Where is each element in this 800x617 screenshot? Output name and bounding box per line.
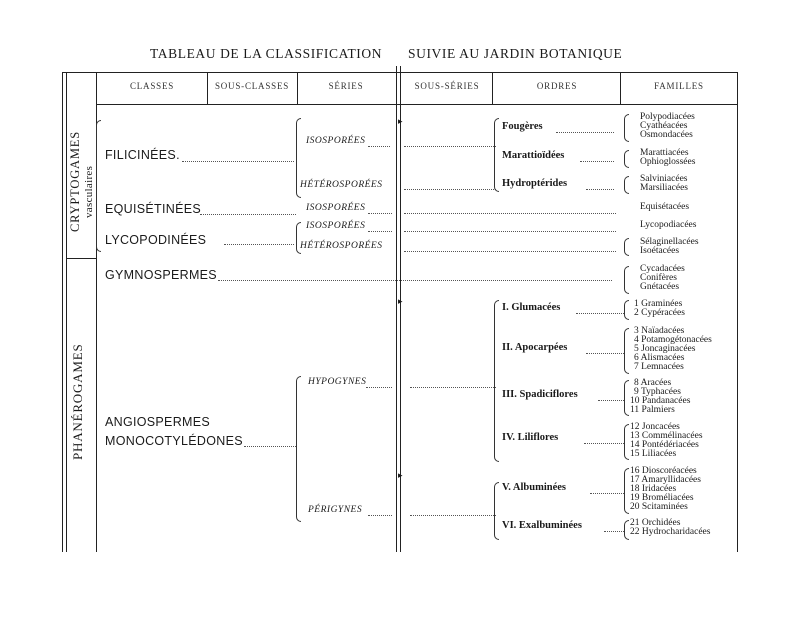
title-left: TABLEAU DE LA CLASSIFICATION xyxy=(150,46,383,61)
dots-spadiciflores xyxy=(598,400,624,401)
famille-palmiers: 11 Palmiers xyxy=(630,405,675,415)
series-isosporees-1: ISOSPORÉES xyxy=(306,136,366,146)
series-hypogynes: HYPOGYNES xyxy=(308,377,367,387)
ordre-apocarpees: II. Apocarpées xyxy=(502,342,568,353)
ordre-fougeres: Fougères xyxy=(502,121,543,132)
series-isosporees-3: ISOSPORÉES xyxy=(306,221,366,231)
family-brace-hydropterides xyxy=(624,176,629,194)
group-separator xyxy=(66,258,96,259)
famille-lycopodiacees: Lycopodiacées xyxy=(640,220,697,230)
famille-amaryllidacees: 17 Amaryllidacées xyxy=(630,475,701,485)
famille-joncaginacees: 5 Joncaginacées xyxy=(634,344,696,354)
dots-lycopodinees xyxy=(224,244,294,245)
series-brace-angiospermes xyxy=(296,376,301,522)
fold-mark-2: ▸ xyxy=(398,296,403,306)
title-right: SUIVIE AU JARDIN BOTANIQUE xyxy=(408,46,623,61)
dots-subseries-isosporees-2 xyxy=(404,213,616,214)
header-ordres: ORDRES xyxy=(536,81,578,91)
series-heterosporees-2: HÉTÉROSPORÉES xyxy=(300,241,383,251)
class-angiospermes-line1: ANGIOSPERMES xyxy=(105,415,211,429)
frame-left-line xyxy=(62,72,63,552)
famille-isoetacees: Isoétacées xyxy=(640,246,680,256)
family-brace-marattioidees xyxy=(624,150,629,168)
ordre-albuminees: V. Albuminées xyxy=(502,482,566,493)
frame-right-line xyxy=(737,72,738,552)
class-equisetinees: EQUISÉTINÉES xyxy=(105,202,201,216)
famille-orchidees: 21 Orchidées xyxy=(630,518,681,528)
famille-salviniacees: Salviniacées xyxy=(640,174,688,184)
dots-equisetinees xyxy=(200,214,296,215)
header-series: SÉRIES xyxy=(328,81,364,91)
famille-ophioglossees: Ophioglossées xyxy=(640,157,696,167)
family-brace-fougeres xyxy=(624,114,629,142)
dots-angiospermes xyxy=(244,446,296,447)
dots-hydropterides xyxy=(586,189,614,190)
group-cryptogames: CRYPTOGAMES xyxy=(68,131,82,232)
family-brace-heterosporees xyxy=(624,238,629,256)
dots-subseries-perigynes xyxy=(410,515,496,516)
famille-pandanacees: 10 Pandanacées xyxy=(630,396,691,406)
dots-gymnospermes xyxy=(218,280,612,281)
dots-apocarpees xyxy=(586,353,624,354)
ordres-brace-filicinees xyxy=(494,118,499,192)
famille-liliacees: 15 Liliacées xyxy=(630,449,677,459)
header-classes: CLASSES xyxy=(129,81,175,91)
famille-joncacees: 12 Joncacées xyxy=(630,422,680,432)
dots-subseries-isosporees-3 xyxy=(404,231,616,232)
ordre-marattioidees: Marattioïdées xyxy=(502,150,565,161)
famille-lemnacees: 7 Lemnacées xyxy=(634,362,684,372)
famille-dioscoreacees: 16 Dioscoréacées xyxy=(630,466,697,476)
group-vasculaires: vasculaires xyxy=(83,165,95,218)
famille-cycadacees: Cycadacées xyxy=(640,264,685,274)
dots-glumacees xyxy=(576,313,624,314)
class-filicinees: FILICINÉES. xyxy=(105,148,180,162)
famille-graminees: 1 Graminées xyxy=(634,299,683,309)
family-brace-spadiciflores xyxy=(624,380,629,416)
famille-typhacees: 9 Typhacées xyxy=(634,387,681,397)
ordre-spadiciflores: III. Spadiciflores xyxy=(502,389,578,400)
dots-subseries-heterosporees-2 xyxy=(404,251,616,252)
famille-cyperacees: 2 Cypéracées xyxy=(634,308,685,318)
dots-liliflores xyxy=(584,443,624,444)
ordre-glumacees: I. Glumacées xyxy=(502,302,561,313)
ordre-hydropterides: Hydroptérides xyxy=(502,178,568,189)
family-brace-gymnospermes xyxy=(624,266,629,294)
family-brace-glumacees xyxy=(624,300,629,320)
famille-coniferes: Conifères xyxy=(640,273,677,283)
ordre-liliflores: IV. Liliflores xyxy=(502,432,559,443)
dots-subseries-isosporees-1 xyxy=(404,146,496,147)
class-gymnospermes: GYMNOSPERMES xyxy=(105,268,217,282)
ordre-exalbuminees: VI. Exalbuminées xyxy=(502,520,582,531)
header-sous-classes: SOUS-CLASSES xyxy=(214,81,290,91)
famille-bromeliacees: 19 Broméliacées xyxy=(630,493,694,503)
frame-left-line-inner xyxy=(66,72,67,552)
dots-isosporees-3 xyxy=(368,231,392,232)
famille-scitaminees: 20 Scitaminées xyxy=(630,502,688,512)
class-lycopodinees: LYCOPODINÉES xyxy=(105,233,207,247)
class-angiospermes-line2: MONOCOTYLÉDONES xyxy=(105,434,243,448)
series-isosporees-2: ISOSPORÉES xyxy=(306,203,366,213)
group-phanerogames: PHANÉROGAMES xyxy=(70,343,85,460)
famille-marsiliacees: Marsiliacées xyxy=(640,183,689,193)
famille-iridacees: 18 Iridacées xyxy=(630,484,677,494)
famille-gnetacees: Gnétacées xyxy=(640,282,680,292)
dots-albuminees xyxy=(590,493,624,494)
series-perigynes: PÉRIGYNES xyxy=(308,505,363,515)
header-divider-3 xyxy=(492,72,493,104)
fold-mark-1: ▸ xyxy=(398,116,403,126)
cryptogames-brace xyxy=(96,120,101,252)
famille-osmondacees: Osmondacées xyxy=(640,130,693,140)
famille-marattiacees: Marattiacées xyxy=(640,148,689,158)
famille-potamogetonacees: 4 Potamogétonacées xyxy=(634,335,712,345)
famille-selaginellacees: Sélaginellacées xyxy=(640,237,699,247)
header-sous-series: SOUS-SÉRIES xyxy=(414,81,480,91)
dots-fougeres xyxy=(556,132,614,133)
family-brace-exalbuminees xyxy=(624,520,629,540)
famille-polypodiacees: Polypodiacées xyxy=(640,112,695,122)
dots-isosporees-1 xyxy=(368,146,390,147)
dots-hypogynes xyxy=(366,387,392,388)
famille-commelinacees: 13 Commélinacées xyxy=(630,431,703,441)
famille-naiadacees: 3 Naïadacées xyxy=(634,326,685,336)
series-heterosporees-1: HÉTÉROSPORÉES xyxy=(300,180,383,190)
header-familles: FAMILLES xyxy=(654,81,704,91)
famille-aracees: 8 Aracées xyxy=(634,378,672,388)
header-divider-4 xyxy=(620,72,621,104)
dots-subseries-heterosporees-1 xyxy=(404,189,496,190)
dots-marattioidees xyxy=(580,161,614,162)
famille-equisetacees: Equisétacées xyxy=(640,202,690,212)
famille-alismacees: 6 Alismacées xyxy=(634,353,685,363)
page-fold-line xyxy=(396,66,397,552)
dots-filicinees xyxy=(182,161,294,162)
family-brace-albuminees xyxy=(624,468,629,514)
famille-hydrocharidacees: 22 Hydrocharidacées xyxy=(630,527,711,537)
dots-perigynes xyxy=(368,515,392,516)
ordres-brace-hypogynes xyxy=(494,300,499,462)
dots-isosporees-2 xyxy=(368,213,392,214)
ordres-brace-perigynes xyxy=(494,482,499,540)
famille-cyatheacees: Cyathéacées xyxy=(640,121,688,131)
dots-exalbuminees xyxy=(604,531,624,532)
famille-pontederiacees: 14 Pontédériacées xyxy=(630,440,699,450)
header-bottom-line xyxy=(96,104,738,105)
family-brace-liliflores xyxy=(624,424,629,460)
family-brace-apocarpees xyxy=(624,328,629,374)
dots-subseries-hypogynes xyxy=(410,387,496,388)
fold-mark-3: ▸ xyxy=(398,470,403,480)
